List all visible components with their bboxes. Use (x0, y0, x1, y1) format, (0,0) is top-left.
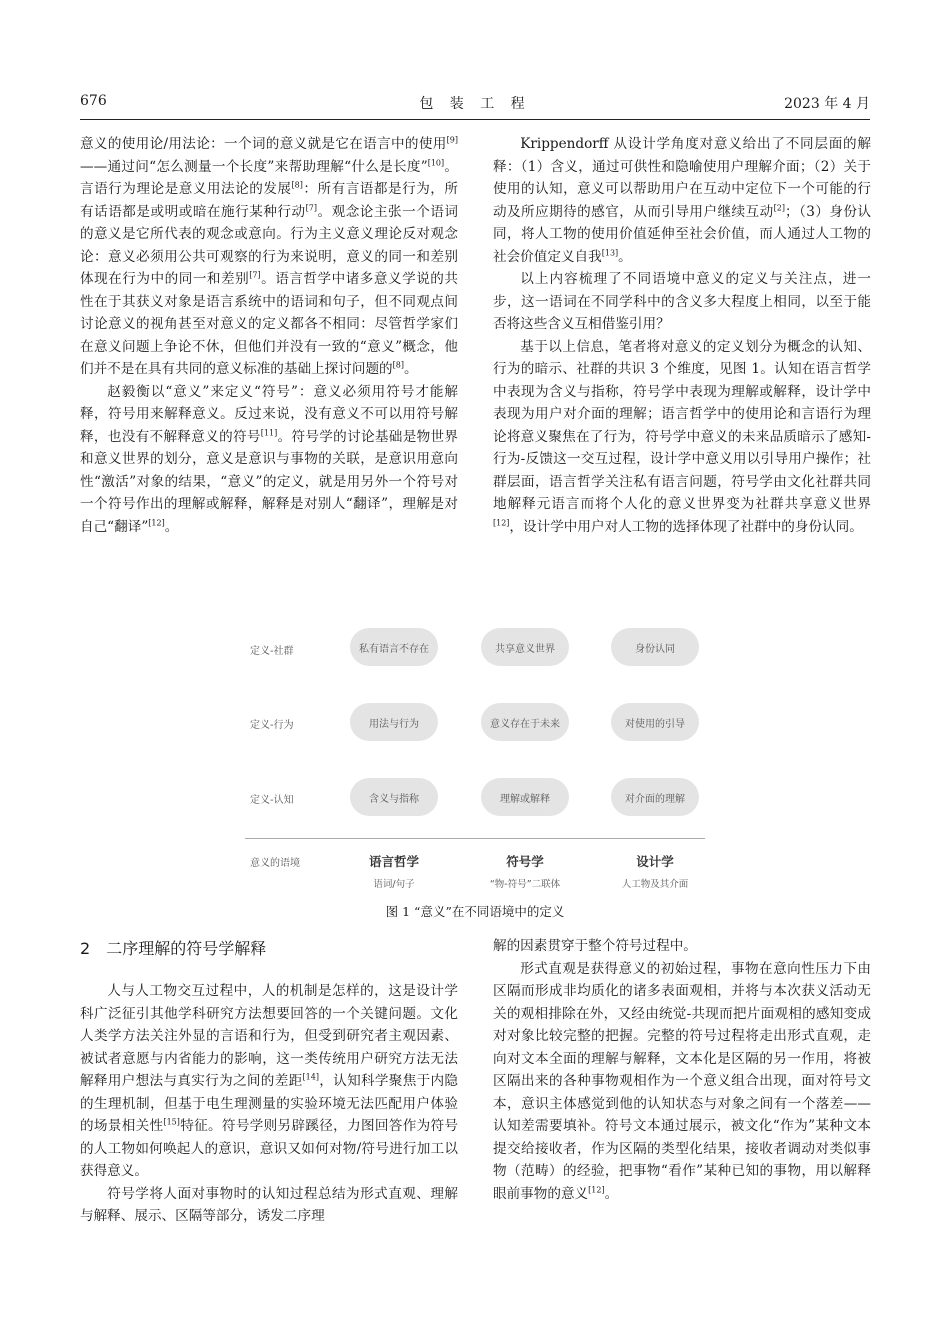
left-column-bottom (80, 939, 459, 1228)
citation: [14] (302, 1072, 319, 1082)
page-header (80, 93, 870, 115)
citation: [9] (446, 135, 458, 145)
figure-cell: 私有语言不存在 (350, 628, 438, 666)
page-number: 676 (80, 93, 107, 109)
figure-caption: 图 1 “意义”在不同语境中的定义 (385, 904, 565, 919)
citation: [15] (163, 1117, 180, 1127)
column-subtitle: “物-符号”二联体 (489, 879, 561, 890)
citation: [8] (392, 360, 404, 370)
figure-divider (245, 838, 705, 839)
citation: [12] (493, 517, 510, 527)
citation: [2] (773, 202, 785, 212)
citation: [8] (291, 180, 303, 190)
citation: [7] (249, 270, 261, 280)
column-title-design: 设计学 (636, 854, 674, 869)
section-number: 2 (80, 939, 91, 958)
context-label: 意义的语境 (250, 858, 300, 869)
row-label-behavior: 定义-行为 (250, 720, 294, 731)
figure-1 (240, 620, 710, 910)
column-subtitle: 语词/句子 (373, 879, 415, 890)
citation: [12] (588, 1184, 605, 1194)
paragraph: 符号学将人面对事物时的认知过程总结为形式直观、理解与解释、展示、区隔等部分，诱发二序理 (80, 1185, 458, 1224)
figure-cell: 对使用的引导 (611, 703, 699, 741)
citation: [13] (601, 247, 619, 257)
paragraph: 意义的使用论/用法论：一个词的意义就是它在语言中的使用[9]——通过问“怎么测量一个长度”来帮助理解“什么是长度”[10]。言语行为理论是意义用法论的发展[8]：所有言语都是行为，所有话语都是或明或暗在施行某种行动[7]。观念论主张一个语词的意义是它所代表的观念或意向。行为主义意义理论反对观念论：意义必须用公共可观察的行为来说明，意义的同一和差别体现在行为中的同一和差别[7]。语言哲学中诸多意义学说的共性在于其获义对象是语言系统中的语词和句子，但不同观点间讨论意义的视角甚至对意义的定义都各不相同：尽管哲学家们在意义问题上争论不休，但他们并没有一致的“意义”概念，他们并不是在具有共同的意义标准的基础上探讨问题的[8]。 (80, 135, 459, 377)
right-column-top (493, 133, 871, 538)
citation: [11] (260, 427, 278, 437)
paragraph: 基于以上信息，笔者将对意义的定义划分为概念的认知、行为的暗示、社群的共识 3 个维度，见图 1。认知在语言哲学中表现为含义与指称，符号学中表现为理解或解释，设计学中表现为用户对介面的理解；语言哲学中的使用论和言语行为理论将意义聚焦在了行为，符号学中意义的未来品质暗示了感知-行为-反馈这一交互过程，设计学中意义用以引导用户操作；社群层面，语言哲学关注私有语言问题，符号学由文化社群共同地解释元语言而将个人化的意义世界变为社群共享意义世界[12]，设计学中用户对人工物的选择体现了社群中的身份认同。 (493, 338, 871, 535)
column-title-philosophy: 语言哲学 (368, 854, 419, 869)
figure-cell: 理解或解释 (481, 778, 569, 816)
header-rule (80, 119, 870, 120)
citation: [7] (305, 202, 317, 212)
row-label-community: 定义-社群 (250, 646, 294, 657)
journal-title: 包 装 工 程 (419, 96, 531, 112)
paragraph: 赵毅衡以“意义”来定义“符号”：意义必须用符号才能解释，符号用来解释意义。反过来说，没有意义不可以用符号解释，也没有不解释意义的符号[11]。符号学的讨论基础是物世界和意义世界的划分，意义是意识与事物的关联，是意识用意向性“激活”对象的结果，“意义”的定义，就是用另外一个符号对一个符号作出的理解或解释，解释是对别人“翻译”，理解是对自己“翻译”[12]。 (80, 383, 459, 535)
section-title: 二序理解的符号学解释 (106, 939, 267, 958)
figure-cell: 共享意义世界 (481, 628, 569, 666)
paragraph: 解的因素贯穿于整个符号过程中。 (493, 938, 697, 954)
figure-cell: 意义存在于未来 (481, 703, 569, 741)
column-title-semiotics: 符号学 (506, 854, 544, 869)
figure-cell: 身份认同 (611, 628, 699, 666)
figure-cell: 用法与行为 (350, 703, 438, 741)
column-subtitle: 人工物及其介面 (621, 879, 689, 890)
citation: [10] (427, 157, 445, 167)
row-label-cognition: 定义-认知 (250, 795, 294, 806)
section-heading (80, 938, 266, 960)
issue-date: 2023 年 4 月 (784, 96, 870, 112)
figure-cell: 含义与指称 (350, 778, 438, 816)
citation: [12] (148, 517, 165, 527)
figure-cell: 对介面的理解 (611, 778, 699, 816)
paragraph: 人与人工物交互过程中，人的机制是怎样的，这是设计学科广泛征引其他学科研究方法想要回答的一个关键问题。文化人类学方法关注外显的言语和行为，但受到研究者主观因素、被试者意愿与内省能力的影响，这一类传统用户研究方法无法解释用户想法与真实行为之间的差距[14]，认知科学聚焦于内隐的生理机制，但基于电生理测量的实验环境无法匹配用户体验的场景相关性[15]特征。符号学则另辟蹊径，力图回答作为符号的人工物如何唤起人的意识，意识又如何对物/符号进行加工以获得意义。 (80, 983, 459, 1179)
paragraph: 以上内容梳理了不同语境中意义的定义与关注点，进一步，这一语词在不同学科中的含义多大程度上相同，以至于能否将这些含义互相借鉴引用？ (493, 271, 871, 332)
left-column-top (80, 133, 458, 538)
right-column-bottom (493, 935, 871, 1205)
paragraph: 形式直观是获得意义的初始过程，事物在意向性压力下由区隔而形成非均质化的诸多表面观相，并将与本次获义活动无关的观相排除在外，又经由统觉-共现而把片面观相的感知变成对对象比较完整的把握。完整的符号过程将走出形式直观，走向对文本全面的理解与解释，文本化是区隔的另一作用，将被区隔出来的各种事物观相作为一个意义组合出现，面对符号文本，意识主体感觉到他的认知状态与对象之间有一个落差——认知差需要填补。符号文本通过展示，被文化“作为”某种文本提交给接收者，作为区隔的类型化结果，接收者调动对类似事物（范畴）的经验，把事物“看作”某种已知的事物，用以解释眼前事物的意义[12]。 (493, 960, 871, 1202)
paragraph: Krippendorff 从设计学角度对意义给出了不同层面的解释：（1）含义，通过可供性和隐喻使用户理解介面；（2）关于使用的认知，意义可以帮助用户在互动中定位下一个可能的行动及所应期待的感官，从而引导用户继续互动[2]；（3）身份认同，将人工物的使用价值延伸至社会价值，而人通过人工物的社会价值定义自我[13]。 (493, 136, 872, 265)
